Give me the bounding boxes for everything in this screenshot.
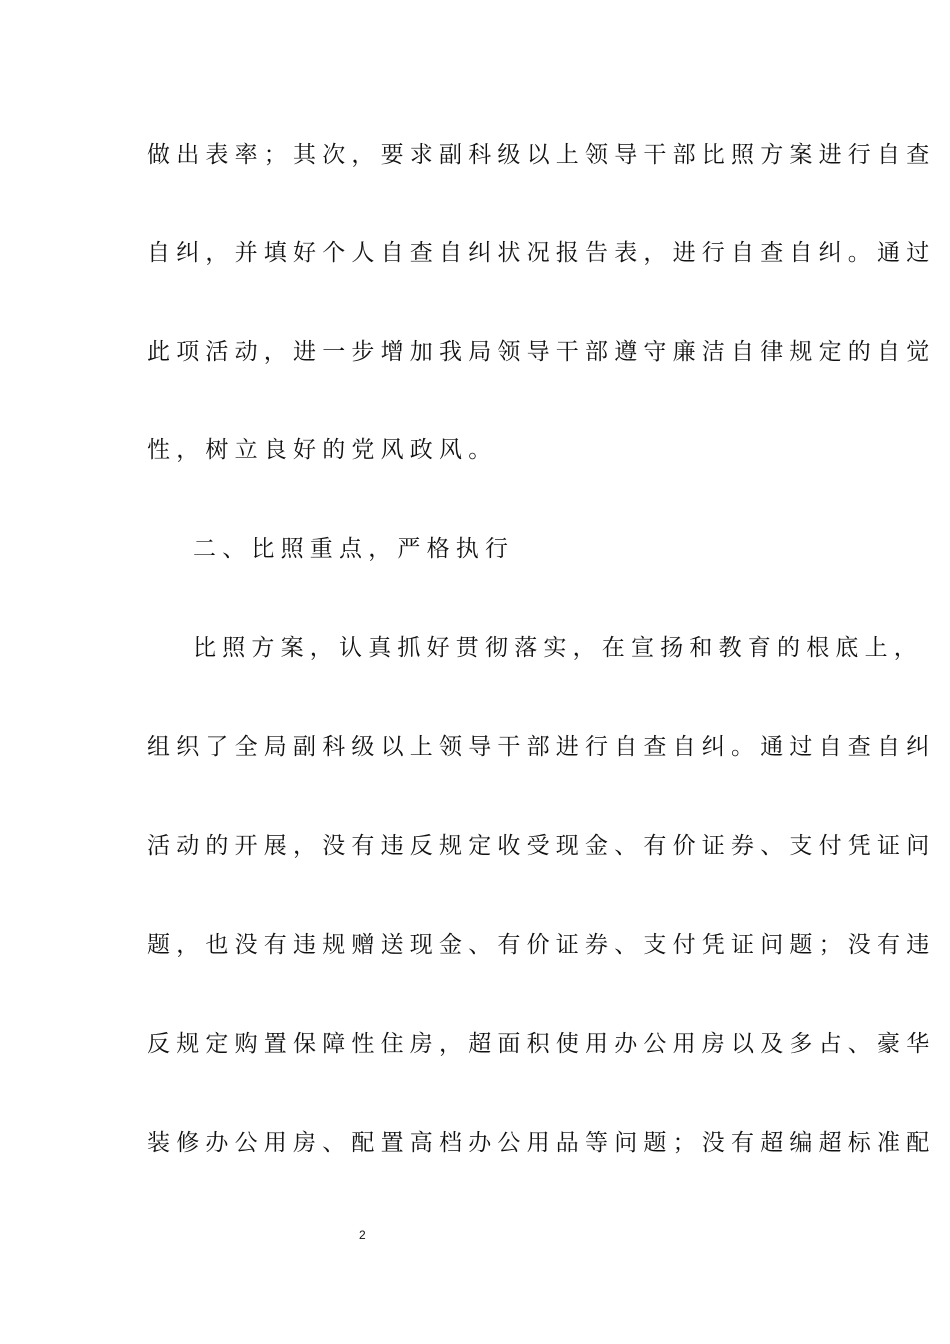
text-line: 组织了全局副科级以上领导干部进行自查自纠。通过自查自纠 bbox=[147, 734, 936, 760]
text-line: 比照方案，认真抓好贯彻落实，在宣扬和教育的根底上， bbox=[193, 635, 923, 661]
text-line: 活动的开展，没有违反规定收受现金、有价证券、支付凭证问 bbox=[147, 833, 936, 859]
text-line: 此项活动，进一步增加我局领导干部遵守廉洁自律规定的自觉 bbox=[147, 339, 936, 365]
page-number: 2 bbox=[359, 1228, 366, 1242]
text-line: 做出表率；其次，要求副科级以上领导干部比照方案进行自查 bbox=[147, 142, 936, 168]
text-line: 性，树立良好的党风政风。 bbox=[147, 437, 498, 463]
text-line: 反规定购置保障性住房，超面积使用办公用房以及多占、豪华 bbox=[147, 1031, 936, 1057]
text-line: 装修办公用房、配置高档办公用品等问题；没有超编超标准配 bbox=[147, 1130, 936, 1156]
text-line: 自纠，并填好个人自查自纠状况报告表，进行自查自纠。通过 bbox=[147, 240, 936, 266]
section-heading: 二、比照重点，严格执行 bbox=[193, 536, 515, 562]
text-line: 题，也没有违规赠送现金、有价证券、支付凭证问题；没有违 bbox=[147, 932, 936, 958]
